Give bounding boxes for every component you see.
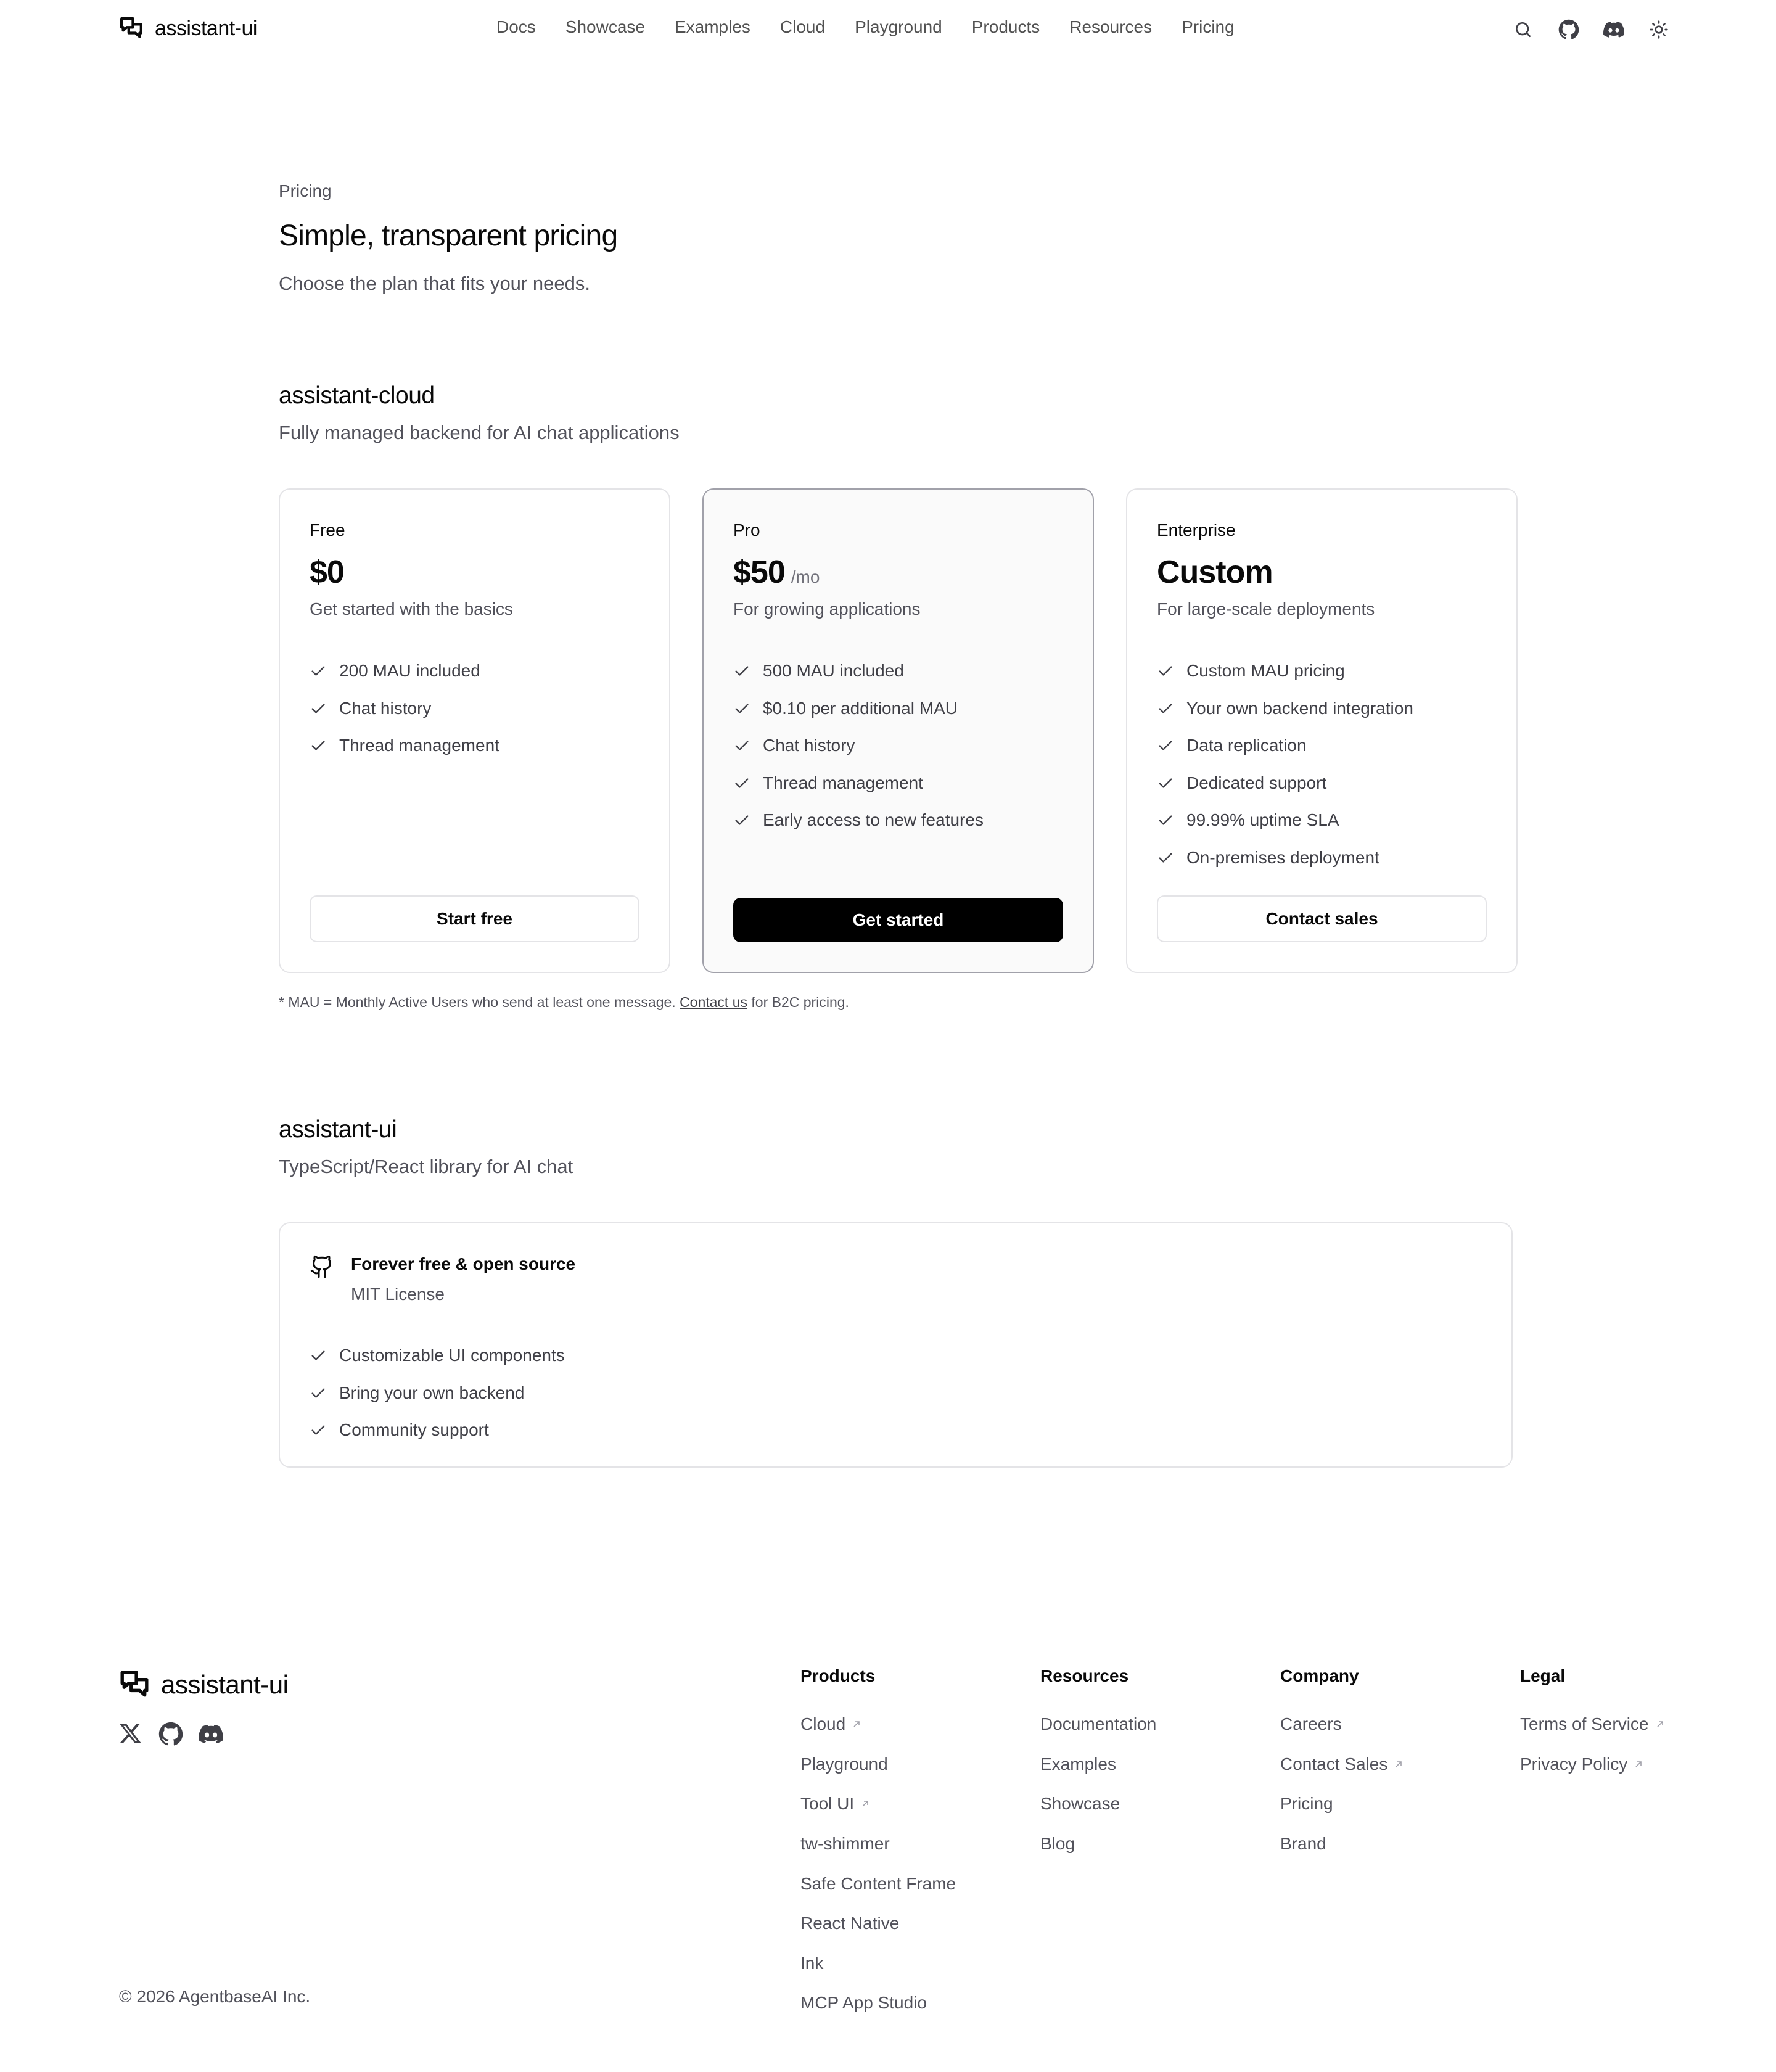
footer-link-cloud[interactable]: [800, 1704, 956, 1745]
github-outline-icon: [310, 1254, 334, 1279]
footer-link-label: React Native: [800, 1914, 900, 1933]
library-section-subtitle: TypeScript/React library for AI chat: [279, 1156, 574, 1177]
plan-card-pro: [702, 488, 1094, 973]
footer-link-playground[interactable]: [800, 1745, 956, 1785]
discord-icon[interactable]: [199, 1722, 223, 1746]
assistant-ui-logo-icon: [119, 16, 144, 41]
open-source-card: [279, 1222, 1513, 1468]
footer-link-showcase[interactable]: [1040, 1784, 1156, 1824]
plan-name: Enterprise: [1157, 520, 1236, 540]
plan-price: [310, 554, 344, 591]
plan-card-enterprise: [1126, 488, 1518, 973]
feature-item: [733, 690, 984, 728]
check-icon: [1157, 700, 1174, 717]
feature-item: [733, 727, 984, 765]
plan-name: Free: [310, 520, 345, 540]
feature-item: [733, 765, 984, 802]
footer-link-label: Terms of Service: [1520, 1714, 1649, 1734]
feature-label: On-premises deployment: [1186, 847, 1379, 867]
feature-label: Customizable UI components: [339, 1346, 565, 1365]
feature-label: Community support: [339, 1420, 489, 1440]
footer-link-react-native[interactable]: [800, 1904, 956, 1944]
footer-link-label: Blog: [1040, 1834, 1075, 1854]
plan-price-value: Custom: [1157, 554, 1273, 590]
check-icon: [310, 1421, 327, 1439]
feature-item: [1157, 765, 1413, 802]
feature-item: [310, 652, 500, 690]
feature-label: Thread management: [763, 773, 923, 792]
cloud-section-subtitle: Fully managed backend for AI chat applications: [279, 422, 680, 443]
feature-label: Chat history: [339, 698, 432, 718]
footer-link-label: Pricing: [1280, 1794, 1333, 1814]
nav-products[interactable]: Products: [971, 17, 1040, 36]
feature-item: [1157, 690, 1413, 728]
check-icon: [733, 737, 750, 754]
feature-label: Data replication: [1186, 736, 1307, 755]
footer-link-blog[interactable]: [1040, 1824, 1156, 1864]
footer-link-tool-ui[interactable]: [800, 1784, 956, 1824]
brand-name: assistant-ui: [155, 16, 257, 40]
check-icon: [310, 662, 327, 680]
nav-resources[interactable]: Resources: [1069, 17, 1153, 36]
footer-link-pricing[interactable]: [1280, 1784, 1404, 1824]
footer-link-label: tw-shimmer: [800, 1834, 890, 1854]
check-icon: [1157, 849, 1174, 866]
main-nav: [496, 17, 1264, 37]
get-started-button[interactable]: Get started: [733, 898, 1063, 942]
footer-link-careers[interactable]: [1280, 1704, 1404, 1745]
feature-label: Early access to new features: [763, 810, 984, 830]
footnote-text-end: for B2C pricing.: [751, 994, 849, 1010]
check-icon: [733, 662, 750, 680]
external-link-icon: [852, 1719, 861, 1729]
contact-sales-button[interactable]: Contact sales: [1157, 895, 1487, 942]
contact-us-link[interactable]: Contact us: [680, 994, 748, 1010]
feature-label: 200 MAU included: [339, 661, 480, 681]
footer-link-brand[interactable]: [1280, 1824, 1404, 1864]
brand-logo-link[interactable]: [119, 16, 257, 41]
copyright-text: © 2026 AgentbaseAI Inc.: [119, 1987, 311, 2006]
feature-item: [310, 1412, 565, 1449]
footer-link-label: Documentation: [1040, 1714, 1157, 1734]
footer-link-ink[interactable]: [800, 1944, 956, 1984]
plan-name: Pro: [733, 520, 760, 540]
start-free-button[interactable]: Start free: [310, 895, 639, 942]
plan-description: For growing applications: [733, 599, 921, 619]
feature-label: Bring your own backend: [339, 1383, 525, 1402]
feature-label: 500 MAU included: [763, 661, 904, 681]
footer-brand: [119, 1669, 288, 1700]
footer-link-label: Careers: [1280, 1714, 1342, 1734]
feature-label: Custom MAU pricing: [1186, 661, 1345, 681]
footer-column-title: Company: [1280, 1666, 1359, 1685]
nav-playground[interactable]: Playground: [855, 17, 942, 36]
feature-label: Dedicated support: [1186, 773, 1327, 792]
footer-link-label: Contact Sales: [1280, 1754, 1388, 1774]
nav-examples[interactable]: Examples: [674, 17, 750, 36]
nav-docs[interactable]: Docs: [496, 17, 536, 36]
feature-item: [733, 652, 984, 690]
assistant-ui-logo-icon: [119, 1669, 150, 1700]
footer-column-title: Resources: [1040, 1666, 1129, 1685]
plan-price: [1157, 554, 1273, 591]
plan-price-value: $50: [733, 554, 785, 590]
footer-brand-name: assistant-ui: [161, 1670, 289, 1699]
plan-feature-list: [310, 652, 500, 765]
github-icon[interactable]: [1558, 18, 1580, 41]
library-feature-list: [310, 1337, 565, 1449]
plan-price-value: $0: [310, 554, 344, 590]
footer-link-label: Tool UI: [800, 1794, 855, 1814]
discord-icon[interactable]: [1603, 18, 1625, 41]
external-link-icon: [1634, 1759, 1643, 1769]
footer-column-legal: [1520, 1666, 1665, 1784]
feature-label: Your own backend integration: [1186, 698, 1413, 718]
feature-item: [1157, 727, 1413, 765]
nav-cloud[interactable]: Cloud: [779, 17, 826, 36]
footer-link-label: Safe Content Frame: [800, 1873, 956, 1893]
footer-link-label: MCP App Studio: [800, 1993, 927, 2013]
plan-card-free: [279, 488, 670, 973]
footer-link-contact-sales[interactable]: [1280, 1745, 1404, 1785]
search-icon[interactable]: [1512, 18, 1534, 41]
site-header: [0, 0, 1776, 58]
footer-link-label: Ink: [800, 1953, 824, 1973]
footer-link-label: Brand: [1280, 1834, 1326, 1854]
footer-link-tw-shimmer[interactable]: [800, 1824, 956, 1864]
footer-link-label: Examples: [1040, 1754, 1116, 1774]
feature-item: [1157, 839, 1413, 877]
plan-description: Get started with the basics: [310, 599, 513, 619]
mau-footnote: [279, 994, 849, 1011]
check-icon: [733, 700, 750, 717]
check-icon: [310, 737, 327, 754]
footer-link-label: Playground: [800, 1754, 888, 1774]
check-icon: [1157, 775, 1174, 792]
footer-link-examples[interactable]: [1040, 1745, 1156, 1785]
sun-icon[interactable]: [1648, 18, 1670, 41]
footer-column-title: Legal: [1520, 1666, 1566, 1685]
footer-link-privacy-policy[interactable]: [1520, 1745, 1665, 1785]
check-icon: [1157, 737, 1174, 754]
external-link-icon: [1655, 1719, 1665, 1729]
external-link-icon: [1394, 1759, 1404, 1769]
check-icon: [1157, 662, 1174, 680]
plan-feature-list: [733, 652, 984, 839]
plan-price-unit: /mo: [791, 567, 820, 586]
footer-column-company: [1280, 1666, 1404, 1864]
footer-column-title: Products: [800, 1666, 876, 1685]
github-icon[interactable]: [158, 1722, 183, 1746]
plan-price: [733, 554, 820, 591]
feature-item: [1157, 652, 1413, 690]
check-icon: [310, 1347, 327, 1364]
plan-description: For large-scale deployments: [1157, 599, 1375, 619]
license-label: MIT License: [351, 1285, 445, 1304]
external-link-icon: [860, 1799, 870, 1809]
check-icon: [1157, 812, 1174, 829]
footnote-text: * MAU = Monthly Active Users who send at least one message.: [279, 994, 676, 1010]
library-section-title: assistant-ui: [279, 1116, 397, 1143]
nav-pricing[interactable]: Pricing: [1182, 17, 1235, 36]
feature-label: Thread management: [339, 736, 500, 755]
page-title: Simple, transparent pricing: [279, 220, 618, 252]
feature-item: [1157, 802, 1413, 839]
check-icon: [310, 1384, 327, 1402]
plan-feature-list: [1157, 652, 1413, 876]
feature-item: [733, 802, 984, 839]
page-lead: Choose the plan that fits your needs.: [279, 273, 590, 294]
feature-label: Chat history: [763, 736, 855, 755]
footer-column-products: [800, 1666, 956, 2023]
footer-link-mcp-app-studio[interactable]: [800, 1983, 956, 2023]
feature-item: [310, 1375, 565, 1412]
footer-link-label: Showcase: [1040, 1794, 1120, 1814]
nav-showcase[interactable]: Showcase: [565, 17, 645, 36]
feature-label: $0.10 per additional MAU: [763, 698, 958, 718]
x-icon[interactable]: [119, 1722, 144, 1746]
check-icon: [733, 812, 750, 829]
check-icon: [310, 700, 327, 717]
footer-link-label: Cloud: [800, 1714, 846, 1734]
page-eyebrow: Pricing: [279, 181, 332, 200]
footer-link-documentation[interactable]: [1040, 1704, 1156, 1745]
footer-link-safe-content-frame[interactable]: [800, 1864, 956, 1904]
feature-item: [310, 727, 500, 765]
feature-label: 99.99% uptime SLA: [1186, 810, 1339, 830]
footer-column-resources: [1040, 1666, 1156, 1864]
feature-item: [310, 1337, 565, 1375]
open-source-title: Forever free & open source: [351, 1254, 576, 1273]
footer-link-terms-of-service[interactable]: [1520, 1704, 1665, 1745]
check-icon: [733, 775, 750, 792]
cloud-section-title: assistant-cloud: [279, 382, 435, 409]
footer-link-label: Privacy Policy: [1520, 1754, 1628, 1774]
feature-item: [310, 690, 500, 728]
